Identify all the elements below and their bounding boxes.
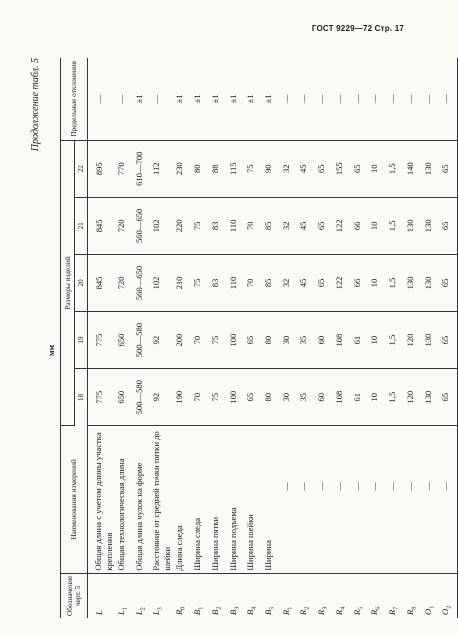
deviation-cell: — bbox=[351, 58, 369, 140]
designation-cell bbox=[244, 573, 262, 618]
empty-name-dash: — bbox=[316, 482, 327, 491]
size-value-cell: 66 bbox=[351, 197, 369, 254]
size-value-cell: 770 bbox=[115, 140, 133, 197]
size-header: 22 bbox=[75, 140, 88, 197]
size-value-cell: 650 bbox=[115, 312, 133, 369]
size-value-cell: 30 bbox=[280, 312, 298, 369]
size-value-cell: 32 bbox=[280, 140, 298, 197]
table-row bbox=[297, 58, 315, 618]
size-value-cell: 35 bbox=[297, 369, 315, 426]
deviation-cell: — bbox=[368, 58, 386, 140]
designation-subscript: 8 bbox=[411, 606, 418, 610]
measurement-name-cell bbox=[280, 426, 298, 573]
table-row bbox=[262, 58, 280, 618]
size-value-cell: 130 bbox=[422, 197, 440, 254]
designation-symbol: R bbox=[387, 609, 398, 615]
size-header: 19 bbox=[75, 312, 88, 369]
deviation-cell: — bbox=[297, 58, 315, 140]
designation-cell bbox=[368, 573, 386, 618]
size-value-cell: 120 bbox=[404, 312, 422, 369]
measurement-name-cell bbox=[173, 426, 191, 573]
empty-name-dash: — bbox=[280, 482, 291, 491]
deviation-cell: — bbox=[150, 58, 173, 140]
size-value-cell: 102 bbox=[150, 254, 173, 311]
designation-symbol: R bbox=[333, 609, 344, 615]
deviation-cell: ±1 bbox=[173, 58, 191, 140]
size-value-cell: 210 bbox=[173, 254, 191, 311]
designation-symbol: L bbox=[94, 610, 104, 615]
table-row bbox=[227, 58, 245, 618]
designation-subscript: 5 bbox=[358, 606, 365, 610]
designation-subscript: 4 bbox=[252, 606, 259, 610]
deviation-cell: ±1 bbox=[227, 58, 245, 140]
designation-cell bbox=[262, 573, 280, 618]
measurement-name-cell bbox=[368, 426, 386, 573]
measurement-name-cell bbox=[115, 426, 133, 573]
size-value-cell: 75 bbox=[191, 254, 209, 311]
table-row bbox=[191, 58, 209, 618]
size-value-cell: 1,5 bbox=[386, 140, 404, 197]
size-value-cell: 75 bbox=[191, 197, 209, 254]
table-row bbox=[368, 58, 386, 618]
standard-page-header: ГОСТ 9229—72 Стр. 17 bbox=[311, 24, 404, 33]
measurement-name: Ширина шейки bbox=[245, 514, 256, 571]
designation-cell bbox=[88, 573, 116, 618]
measurement-name-cell bbox=[262, 426, 280, 573]
size-value-cell: 10 bbox=[368, 369, 386, 426]
table-row bbox=[422, 58, 440, 618]
size-value-cell: 115 bbox=[227, 140, 245, 197]
designation-symbol: O bbox=[440, 608, 451, 615]
size-value-cell: 65 bbox=[351, 140, 369, 197]
designation-subscript: 5 bbox=[269, 606, 276, 610]
size-value-cell: 70 bbox=[244, 197, 262, 254]
size-value-cell: 500—580 bbox=[133, 369, 151, 426]
size-value-cell: 102 bbox=[150, 197, 173, 254]
size-value-cell: 108 bbox=[333, 369, 351, 426]
size-value-cell: 560—650 bbox=[133, 197, 151, 254]
designation-symbol: L bbox=[133, 610, 144, 615]
designation-cell bbox=[209, 573, 227, 618]
size-value-cell: 190 bbox=[173, 369, 191, 426]
table-row bbox=[386, 58, 404, 618]
measurement-name-cell bbox=[227, 426, 245, 573]
designation-subscript: 2 bbox=[446, 605, 453, 609]
empty-name-dash: — bbox=[387, 482, 398, 491]
designation-cell bbox=[227, 573, 245, 618]
measurement-name-cell bbox=[439, 426, 457, 573]
measurement-name-cell bbox=[209, 426, 227, 573]
size-value-cell: 60 bbox=[315, 312, 333, 369]
size-header: 21 bbox=[75, 197, 88, 254]
size-value-cell: 70 bbox=[191, 369, 209, 426]
measurement-name: Расстояние от средней точки пятки до шейки bbox=[151, 431, 173, 571]
designation-cell bbox=[133, 573, 151, 618]
size-value-cell: 720 bbox=[115, 197, 133, 254]
designation-symbol: B bbox=[192, 609, 203, 615]
size-value-cell: 100 bbox=[227, 312, 245, 369]
designation-header: Обозначение черт. 5 bbox=[61, 573, 88, 618]
designation-subscript: 3 bbox=[234, 606, 241, 610]
deviation-cell: ±1 bbox=[262, 58, 280, 140]
size-value-cell: 775 bbox=[88, 312, 116, 369]
size-value-cell: 85 bbox=[262, 197, 280, 254]
size-value-cell: 80 bbox=[262, 312, 280, 369]
measurement-name-cell bbox=[315, 426, 333, 573]
size-value-cell: 845 bbox=[88, 254, 116, 311]
measurement-name: Ширина следа bbox=[192, 517, 203, 571]
designation-subscript: 4 bbox=[340, 606, 347, 610]
table-row bbox=[115, 58, 133, 618]
designation-subscript: 6 bbox=[376, 606, 383, 610]
empty-name-dash: — bbox=[404, 482, 415, 491]
designation-subscript: 3 bbox=[158, 607, 165, 611]
size-value-cell: 85 bbox=[262, 254, 280, 311]
page-header bbox=[0, 0, 426, 40]
size-value-cell: 220 bbox=[173, 197, 191, 254]
table-row bbox=[439, 58, 457, 618]
table-row bbox=[333, 58, 351, 618]
table-row bbox=[351, 58, 369, 618]
deviation-cell: — bbox=[88, 58, 116, 140]
designation-subscript: 2 bbox=[140, 607, 147, 611]
size-value-cell: 45 bbox=[297, 197, 315, 254]
designation-symbol: R bbox=[369, 609, 380, 615]
size-value-cell: 130 bbox=[422, 369, 440, 426]
deviation-cell: — bbox=[439, 58, 457, 140]
size-value-cell: 65 bbox=[439, 254, 457, 311]
size-value-cell: 70 bbox=[244, 254, 262, 311]
table-row bbox=[404, 58, 422, 618]
designation-symbol: R bbox=[351, 609, 362, 615]
deviation-cell: — bbox=[333, 58, 351, 140]
size-value-cell: 65 bbox=[315, 254, 333, 311]
size-value-cell: 845 bbox=[88, 197, 116, 254]
size-value-cell: 65 bbox=[439, 312, 457, 369]
size-value-cell: 10 bbox=[368, 140, 386, 197]
size-value-cell: 130 bbox=[422, 254, 440, 311]
size-value-cell: 83 bbox=[209, 254, 227, 311]
size-value-cell: 130 bbox=[404, 254, 422, 311]
unit-label: мм bbox=[47, 345, 56, 356]
designation-symbol: O bbox=[422, 608, 433, 615]
designation-cell bbox=[191, 573, 209, 618]
size-value-cell: 110 bbox=[227, 254, 245, 311]
deviation-header: Предельные отклонения bbox=[61, 58, 88, 140]
size-value-cell: 92 bbox=[150, 312, 173, 369]
table-header bbox=[61, 58, 88, 618]
rotated-table-block bbox=[30, 58, 453, 618]
size-value-cell: 10 bbox=[368, 254, 386, 311]
size-value-cell: 200 bbox=[173, 312, 191, 369]
designation-subscript: 3 bbox=[322, 606, 329, 610]
designation-cell bbox=[333, 573, 351, 618]
designation-subscript: 1 bbox=[429, 605, 436, 609]
size-value-cell: 65 bbox=[439, 140, 457, 197]
measurement-name: Ширина bbox=[263, 540, 274, 571]
size-value-cell: 65 bbox=[315, 197, 333, 254]
designation-subscript: 1 bbox=[198, 606, 205, 610]
table-row bbox=[315, 58, 333, 618]
table-row bbox=[133, 58, 151, 618]
designation-symbol: B bbox=[227, 609, 238, 615]
size-value-cell: 75 bbox=[209, 369, 227, 426]
size-value-cell: 130 bbox=[422, 140, 440, 197]
measurement-name-cell bbox=[333, 426, 351, 573]
empty-name-dash: — bbox=[369, 482, 380, 491]
designation-cell bbox=[351, 573, 369, 618]
table-body bbox=[88, 58, 458, 618]
size-value-cell: 610—700 bbox=[133, 140, 151, 197]
designation-subscript: 0 bbox=[181, 606, 188, 610]
designation-cell bbox=[115, 573, 133, 618]
empty-name-dash: — bbox=[351, 482, 362, 491]
size-value-cell: 122 bbox=[333, 254, 351, 311]
size-value-cell: 120 bbox=[404, 369, 422, 426]
size-value-cell: 1,5 bbox=[386, 197, 404, 254]
measurement-name-cell bbox=[404, 426, 422, 573]
size-value-cell: 65 bbox=[439, 369, 457, 426]
size-header: 18 bbox=[75, 369, 88, 426]
measurement-name: Общая длина чулок на форме bbox=[133, 462, 144, 571]
designation-symbol: B bbox=[209, 609, 220, 615]
size-value-cell: 500—580 bbox=[133, 312, 151, 369]
size-value-cell: 10 bbox=[368, 197, 386, 254]
designation-symbol: R bbox=[404, 609, 415, 615]
size-value-cell: 65 bbox=[439, 197, 457, 254]
measurement-name: Ширина пятки bbox=[209, 516, 220, 571]
designation-cell bbox=[404, 573, 422, 618]
deviation-cell: — bbox=[315, 58, 333, 140]
designation-cell bbox=[150, 573, 173, 618]
designation-cell bbox=[173, 573, 191, 618]
designation-symbol: R bbox=[280, 609, 291, 615]
designation-symbol: B bbox=[263, 609, 274, 615]
size-value-cell: 45 bbox=[297, 254, 315, 311]
measurement-name-cell bbox=[133, 426, 151, 573]
table-row bbox=[280, 58, 298, 618]
designation-cell bbox=[439, 573, 457, 618]
size-value-cell: 75 bbox=[209, 312, 227, 369]
size-value-cell: 32 bbox=[280, 254, 298, 311]
measurements-table bbox=[60, 58, 458, 618]
sizes-group-header: Размеры изделий bbox=[61, 140, 75, 426]
size-value-cell: 70 bbox=[191, 312, 209, 369]
designation-subscript: 2 bbox=[216, 606, 223, 610]
table-continuation-title: Продолжение табл. 5 bbox=[30, 58, 41, 152]
measurement-name: Общая технологическая длина bbox=[116, 458, 126, 571]
name-header: Наименования измерений bbox=[61, 426, 88, 573]
empty-name-dash: — bbox=[298, 482, 309, 491]
table-row bbox=[209, 58, 227, 618]
measurement-name-cell bbox=[297, 426, 315, 573]
empty-name-dash: — bbox=[440, 482, 451, 491]
empty-name-dash: — bbox=[333, 482, 344, 491]
measurement-name-cell bbox=[244, 426, 262, 573]
size-value-cell: 65 bbox=[315, 140, 333, 197]
size-value-cell: 65 bbox=[244, 312, 262, 369]
size-value-cell: 112 bbox=[150, 140, 173, 197]
size-value-cell: 90 bbox=[262, 140, 280, 197]
deviation-cell: ±1 bbox=[191, 58, 209, 140]
size-value-cell: 61 bbox=[351, 369, 369, 426]
designation-symbol: R bbox=[298, 609, 309, 615]
size-value-cell: 32 bbox=[280, 197, 298, 254]
designation-cell bbox=[280, 573, 298, 618]
measurement-name-cell bbox=[386, 426, 404, 573]
size-header: 20 bbox=[75, 254, 88, 311]
size-value-cell: 45 bbox=[297, 140, 315, 197]
size-value-cell: 1,5 bbox=[386, 254, 404, 311]
deviation-cell: — bbox=[115, 58, 133, 140]
designation-cell bbox=[297, 573, 315, 618]
size-value-cell: 155 bbox=[333, 140, 351, 197]
designation-cell bbox=[386, 573, 404, 618]
table-row bbox=[244, 58, 262, 618]
size-value-cell: 720 bbox=[115, 254, 133, 311]
measurement-name: Общая длина с учетом длины участка крепления bbox=[93, 432, 114, 571]
designation-subscript: 1 bbox=[122, 607, 129, 611]
designation-symbol: R bbox=[174, 609, 185, 615]
size-value-cell: 65 bbox=[244, 369, 262, 426]
deviation-cell: ±1 bbox=[209, 58, 227, 140]
size-value-cell: 75 bbox=[244, 140, 262, 197]
size-value-cell: 108 bbox=[333, 312, 351, 369]
table-row bbox=[88, 58, 116, 618]
measurement-name-cell bbox=[150, 426, 173, 573]
table-row bbox=[150, 58, 173, 618]
size-value-cell: 1,5 bbox=[386, 312, 404, 369]
designation-symbol: L bbox=[116, 610, 126, 615]
measurement-name-cell bbox=[88, 426, 116, 573]
designation-symbol: L bbox=[151, 610, 162, 615]
measurement-name-cell bbox=[422, 426, 440, 573]
measurement-name-cell bbox=[191, 426, 209, 573]
designation-cell bbox=[422, 573, 440, 618]
designation-symbol: R bbox=[316, 609, 327, 615]
deviation-cell: — bbox=[280, 58, 298, 140]
size-value-cell: 130 bbox=[422, 312, 440, 369]
size-value-cell: 88 bbox=[209, 140, 227, 197]
deviation-cell: — bbox=[386, 58, 404, 140]
size-value-cell: 60 bbox=[315, 369, 333, 426]
size-value-cell: 775 bbox=[88, 369, 116, 426]
size-value-cell: 560—650 bbox=[133, 254, 151, 311]
deviation-cell: ±1 bbox=[244, 58, 262, 140]
measurement-name: Ширина подъема bbox=[227, 507, 238, 571]
size-value-cell: 30 bbox=[280, 369, 298, 426]
deviation-cell: — bbox=[422, 58, 440, 140]
size-value-cell: 66 bbox=[351, 254, 369, 311]
size-value-cell: 10 bbox=[368, 312, 386, 369]
size-value-cell: 92 bbox=[150, 369, 173, 426]
size-value-cell: 100 bbox=[227, 369, 245, 426]
size-value-cell: 80 bbox=[191, 140, 209, 197]
deviation-cell: — bbox=[404, 58, 422, 140]
size-value-cell: 110 bbox=[227, 197, 245, 254]
size-value-cell: 61 bbox=[351, 312, 369, 369]
size-value-cell: 140 bbox=[404, 140, 422, 197]
size-value-cell: 130 bbox=[404, 197, 422, 254]
deviation-cell: ±1 bbox=[133, 58, 151, 140]
designation-subscript: 2 bbox=[305, 606, 312, 610]
size-value-cell: 895 bbox=[88, 140, 116, 197]
designation-subscript: 1 bbox=[287, 606, 294, 610]
size-value-cell: 122 bbox=[333, 197, 351, 254]
empty-name-dash: — bbox=[422, 482, 433, 491]
designation-subscript: 7 bbox=[393, 606, 400, 610]
designation-cell bbox=[315, 573, 333, 618]
measurement-name: Длина следа bbox=[174, 525, 185, 571]
size-value-cell: 83 bbox=[209, 197, 227, 254]
size-value-cell: 1,5 bbox=[386, 369, 404, 426]
size-value-cell: 650 bbox=[115, 369, 133, 426]
measurement-name-cell bbox=[351, 426, 369, 573]
table-row bbox=[173, 58, 191, 618]
size-value-cell: 230 bbox=[173, 140, 191, 197]
size-value-cell: 80 bbox=[262, 369, 280, 426]
size-value-cell: 35 bbox=[297, 312, 315, 369]
designation-symbol: B bbox=[245, 609, 256, 615]
